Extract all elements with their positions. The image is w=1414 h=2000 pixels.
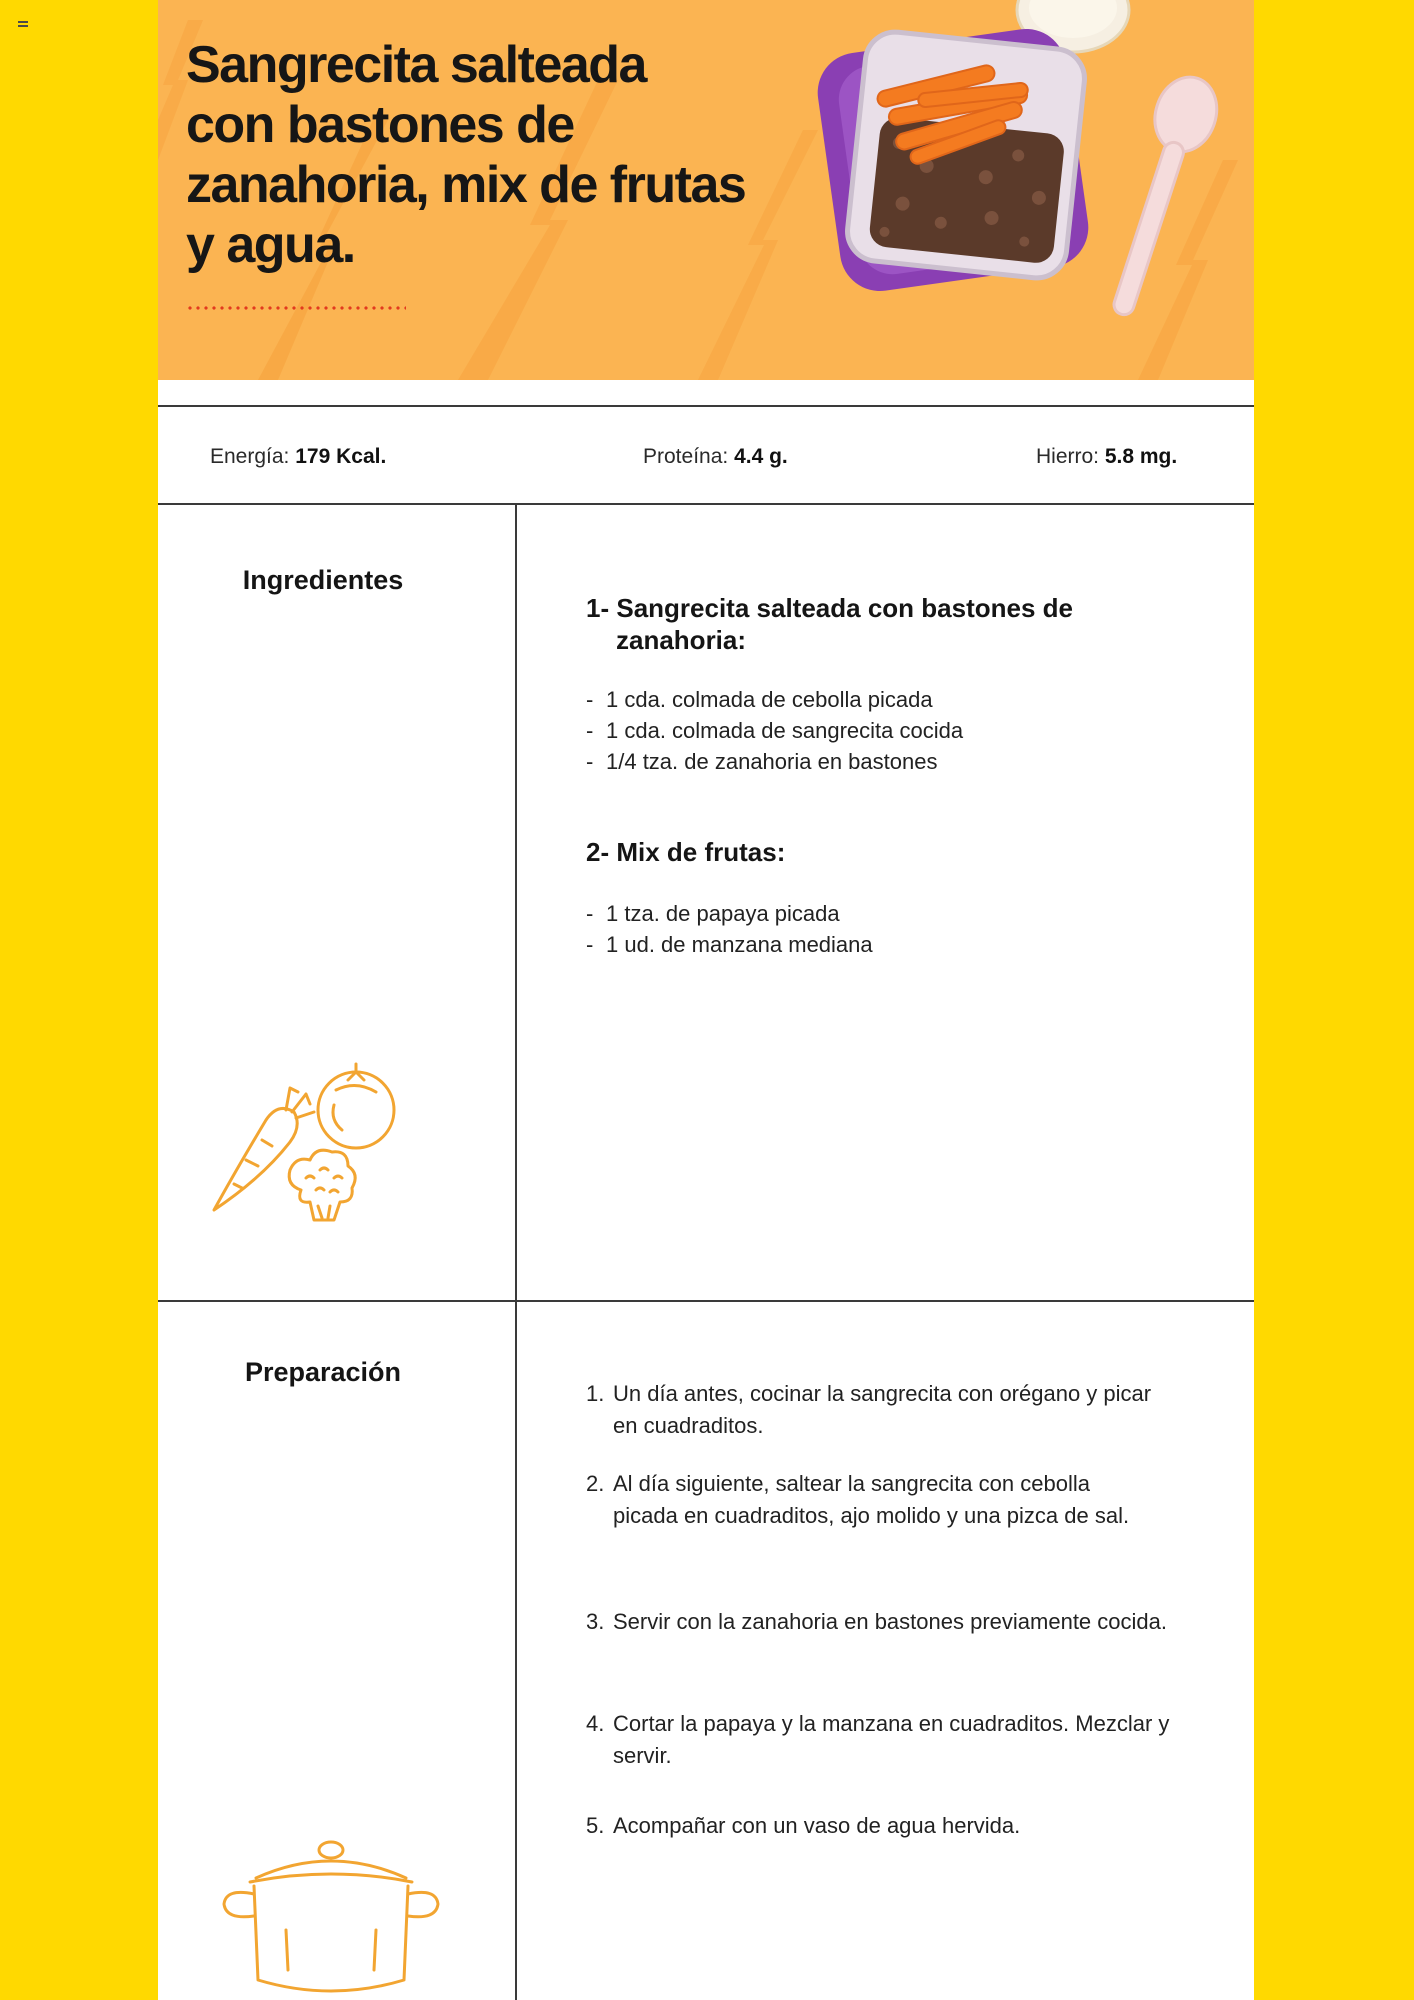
group-1-title-line2: zanahoria:	[616, 625, 747, 655]
energy-value: 179 Kcal.	[295, 445, 387, 468]
list-item: - 1/4 tza. de zanahoria en bastones	[586, 746, 963, 777]
step-text: Acompañar con un vaso de agua hervida.	[613, 1813, 1021, 1838]
list-item: - 1 ud. de manzana mediana	[586, 929, 873, 960]
step-text: Servir con la zanahoria en bastones previamente cocida.	[613, 1609, 1167, 1634]
list-item	[586, 1606, 1186, 1638]
step-number: 1.	[586, 1381, 605, 1406]
ingredient-group-1-title	[586, 592, 1073, 656]
protein-label: Proteína:	[643, 445, 729, 468]
list-item	[586, 1810, 1186, 1842]
lunchbox-photo	[798, 0, 1254, 380]
column-divider	[515, 505, 517, 2000]
menu-icon[interactable]	[18, 18, 30, 30]
recipe-title: Sangrecita salteada con bastones de zanahoria, mix de frutas y agua.	[186, 36, 746, 274]
ingredient-group-1-list	[586, 684, 963, 777]
group-1-number: 1-	[586, 593, 610, 623]
cooking-pot-icon	[216, 1830, 446, 2000]
list-item	[586, 1708, 1186, 1772]
nutrition-iron	[1036, 445, 1177, 469]
step-number: 2.	[586, 1471, 605, 1496]
step-text: Cortar la papaya y la manzana en cuadraditos. Mezclar y servir.	[613, 1711, 1170, 1768]
ingredients-heading: Ingredientes	[242, 565, 404, 595]
protein-value: 4.4 g.	[734, 445, 788, 468]
group-1-title-line1: Sangrecita salteada con bastones de	[616, 593, 1073, 623]
step-text: Un día antes, cocinar la sangrecita con orégano y picar en cuadraditos.	[613, 1381, 1152, 1438]
list-item: - 1 cda. colmada de cebolla picada	[586, 684, 963, 715]
energy-label: Energía:	[210, 445, 290, 468]
list-item	[586, 1468, 1186, 1532]
iron-value: 5.8 mg.	[1104, 445, 1178, 468]
step-number: 5.	[586, 1813, 605, 1838]
section-divider	[158, 1300, 1254, 1302]
nutrition-energy	[210, 445, 386, 469]
ingredient-group-2-title	[586, 836, 785, 868]
nutrition-bar	[158, 405, 1254, 505]
dotted-divider	[186, 305, 406, 311]
preparation-heading: Preparación	[244, 1357, 402, 1387]
iron-label: Hierro:	[1036, 445, 1100, 468]
ingredient-group-2-list	[586, 898, 873, 960]
list-item: - 1 cda. colmada de sangrecita cocida	[586, 715, 963, 746]
recipe-card	[158, 0, 1254, 2000]
group-2-number: 2-	[586, 837, 610, 867]
step-text: Al día siguiente, saltear la sangrecita con cebolla picada en cuadraditos, ajo molido y una pizca de sal.	[613, 1471, 1130, 1528]
list-item: - 1 tza. de papaya picada	[586, 898, 873, 929]
list-item	[586, 1378, 1186, 1442]
group-2-title-line1: Mix de frutas:	[616, 837, 786, 867]
step-number: 4.	[586, 1711, 605, 1736]
nutrition-protein	[643, 445, 788, 469]
step-number: 3.	[586, 1609, 605, 1634]
vegetables-illustration-icon	[206, 1050, 406, 1250]
hero-banner	[158, 0, 1254, 380]
